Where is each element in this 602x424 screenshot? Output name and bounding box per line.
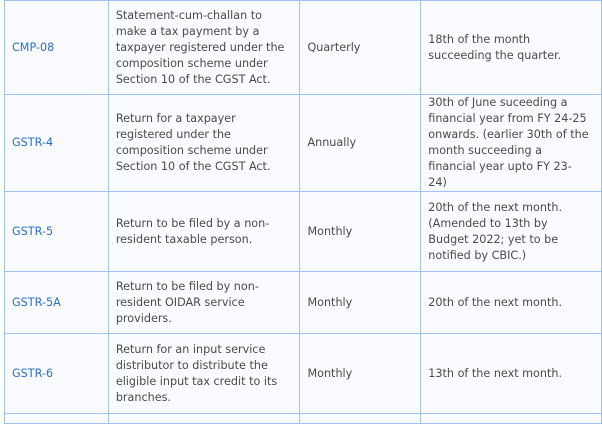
form-name: GSTR-4 bbox=[5, 95, 109, 192]
form-name: CMP-08 bbox=[5, 1, 109, 95]
filing-frequency: Monthly bbox=[300, 334, 421, 414]
form-name: GSTR-6 bbox=[5, 334, 109, 414]
filing-frequency: Quarterly bbox=[300, 1, 421, 95]
form-description: Statement-cum-challan to make a tax payment by a taxpayer registered under the composition scheme under Section 10 of the CGST Act. bbox=[108, 1, 300, 95]
due-date: 20th of the next month. (Amended to 13th by Budget 2022; yet to be notified by CBIC.) bbox=[421, 192, 602, 272]
table-row bbox=[5, 1, 602, 95]
table-row bbox=[5, 95, 602, 192]
form-description: Return to be filed by a non-resident taxable person. bbox=[108, 192, 300, 272]
table-row bbox=[5, 334, 602, 414]
form-description: Return for a taxpayer registered under the composition scheme under Section 10 of the CGST Act. bbox=[108, 95, 300, 192]
due-date: 13th of the next month. bbox=[421, 334, 602, 414]
filing-frequency: Annually bbox=[300, 95, 421, 192]
form-description: Return for an input service distributor to distribute the eligible input tax credit to its branches. bbox=[108, 334, 300, 414]
due-date: 30th of June suceeding a financial year from FY 24-25 onwards. (earlier 30th of the month succeeding a financial year upto FY 23-24) bbox=[421, 95, 602, 192]
form-description: Return to be filed by non-resident OIDAR service providers. bbox=[108, 272, 300, 334]
table-row bbox=[5, 192, 602, 272]
filing-frequency: Monthly bbox=[300, 192, 421, 272]
due-date: 20th of the next month. bbox=[421, 272, 602, 334]
form-name: GSTR-5A bbox=[5, 272, 109, 334]
table-row bbox=[5, 272, 602, 334]
gst-returns-table bbox=[4, 0, 602, 424]
due-date: 18th of the month succeeding the quarter. bbox=[421, 1, 602, 95]
filing-frequency: Monthly bbox=[300, 272, 421, 334]
table-row-partial bbox=[5, 414, 602, 424]
form-name: GSTR-5 bbox=[5, 192, 109, 272]
